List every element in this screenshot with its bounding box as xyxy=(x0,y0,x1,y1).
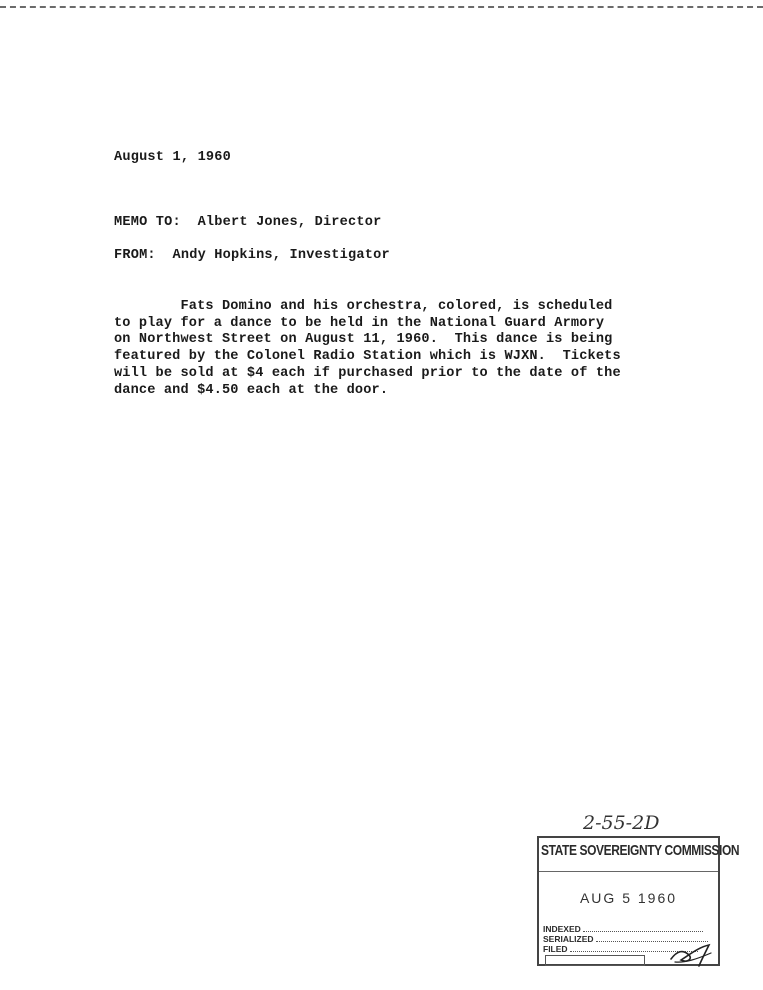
stamp-field-label: FILED xyxy=(543,944,568,954)
stamp-field-blank xyxy=(583,931,703,932)
memo-to-line: MEMO TO: Albert Jones, Director xyxy=(114,215,382,230)
stamp-field-indexed xyxy=(543,924,703,934)
stamp-entry-box xyxy=(545,955,645,966)
handwritten-initials-icon xyxy=(669,941,714,967)
memo-body-line: featured by the Colonel Radio Station which is WJXN. Tickets xyxy=(114,349,621,365)
memo-body-line: dance and $4.50 each at the door. xyxy=(114,382,389,398)
stamp-divider xyxy=(539,871,718,872)
memo-body xyxy=(114,299,621,399)
memo-body-line: Fats Domino and his orchestra, colored, is scheduled xyxy=(114,299,613,314)
stamp-date: AUG 5 1960 xyxy=(579,890,678,906)
stamp-title: STATE SOVEREIGNTY COMMISSION xyxy=(541,842,740,859)
memo-date: August 1, 1960 xyxy=(114,150,232,165)
memo-from-line: FROM: Andy Hopkins, Investigator xyxy=(114,248,390,263)
memo-body-line: to play for a dance to be held in the National Guard Armory xyxy=(114,315,605,331)
memo-body-line: on Northwest Street on August 11, 1960. This dance is being xyxy=(114,332,613,348)
stamp-field-label: SERIALIZED xyxy=(543,934,594,944)
memo-body-line: will be sold at $4 each if purchased prior to the date of the xyxy=(114,365,621,381)
scan-top-edge xyxy=(0,6,763,8)
stamp-field-label: INDEXED xyxy=(543,924,581,934)
handwritten-file-number: 2-55-2D xyxy=(583,812,660,834)
commission-stamp xyxy=(537,836,740,966)
